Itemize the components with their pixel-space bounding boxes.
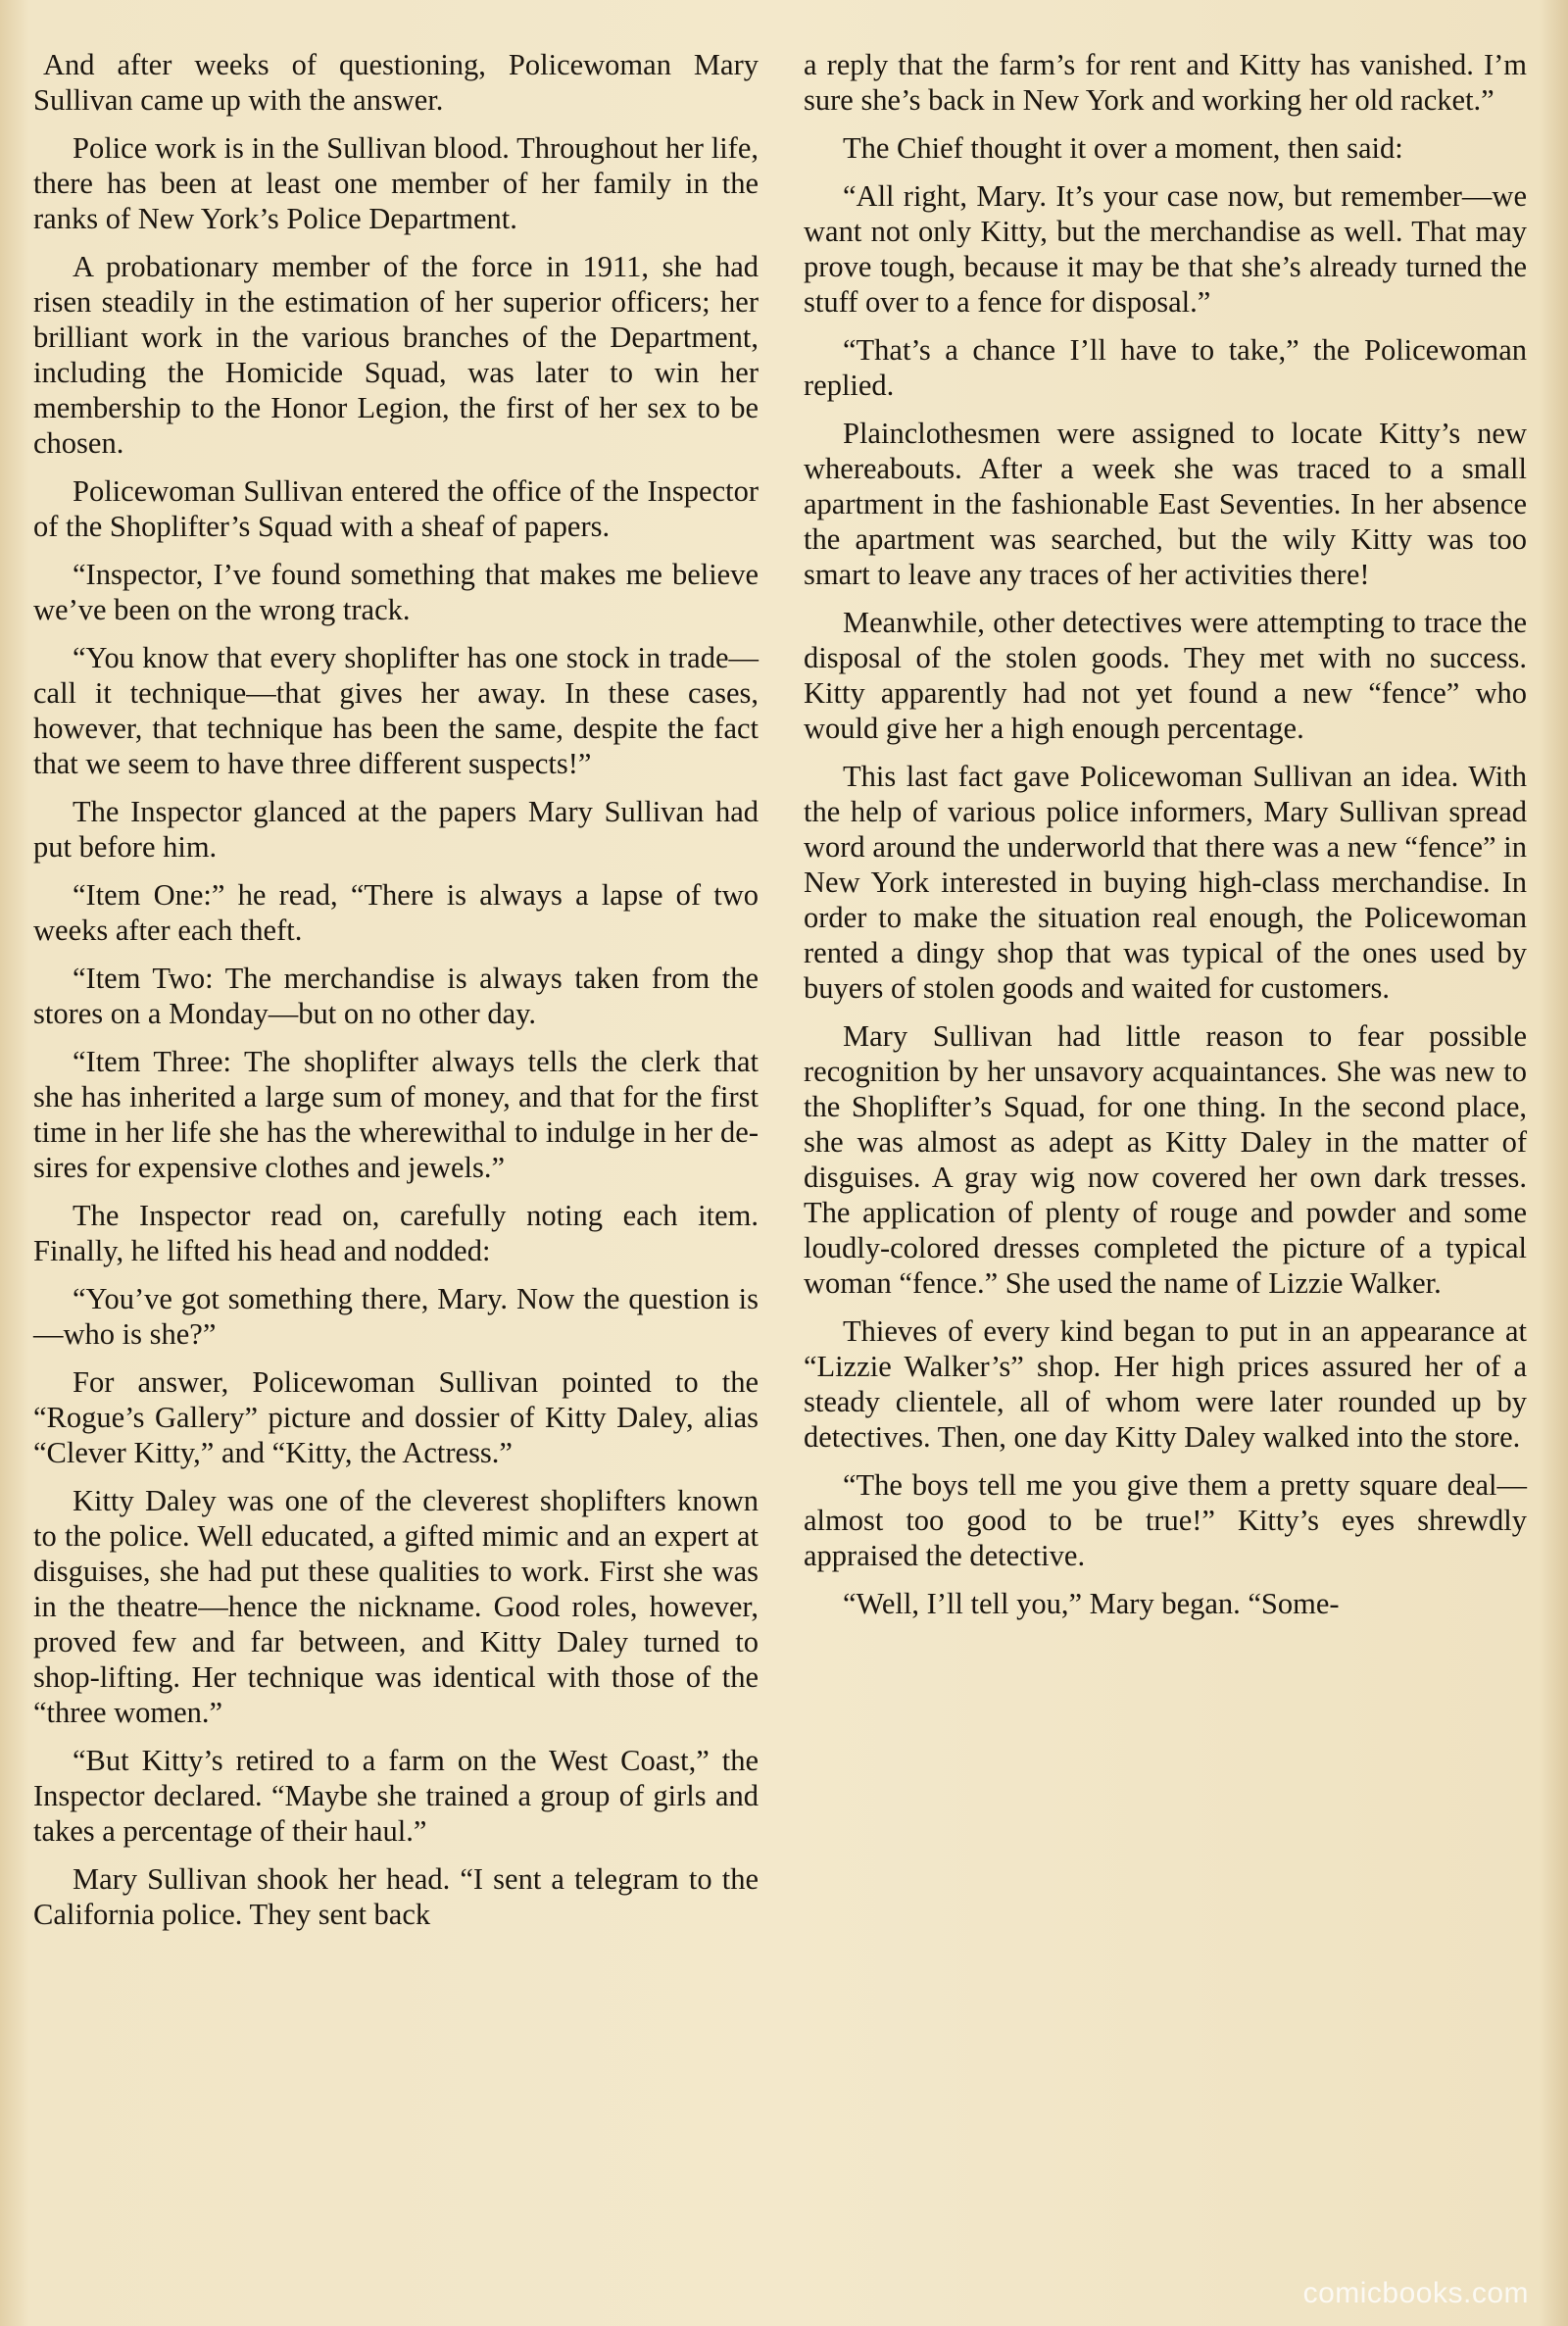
paragraph: Policewoman Sullivan entered the office of the Inspector of the Shoplifter’s Squad with a sheaf of papers. <box>33 474 759 543</box>
paragraph: “The boys tell me you give them a pretty square deal—almost too good to be true!” Kitty’s eyes shrewdly appraised the detective. <box>804 1468 1527 1572</box>
paragraph: Thieves of every kind began to put in an appearance at “Lizzie Walker’s” shop. Her high prices assured her of a steady clientele, all of whom were later rounded up by detectives. Then, one day Kitty Daley walked into the store. <box>804 1314 1527 1454</box>
paragraph: The Inspector glanced at the papers Mary Sullivan had put before him. <box>33 795 759 864</box>
paragraph: “But Kitty’s retired to a farm on the West Coast,” the Inspector declared. “Maybe she trained a group of girls and takes a percentage of their haul.” <box>33 1744 759 1848</box>
paragraph: a reply that the farm’s for rent and Kitty has vanished. I’m sure she’s back in New York and working her old racket.” <box>804 48 1527 117</box>
paragraph: Mary Sullivan shook her head. “I sent a telegram to the California police. They sent back <box>33 1862 759 1931</box>
paragraph: Kitty Daley was one of the cleverest shoplifters known to the police. Well educated, a gifted mimic and an expert at disguises, she had put these qualities to work. First she was in the theatre—hence the nickname. Good roles, however, proved few and far between, and Kitty Daley turned to shop-lifting. Her technique was identical with those of the “three women.” <box>33 1484 759 1729</box>
paragraph: The Inspector read on, carefully noting each item. Finally, he lifted his head and nodded: <box>33 1199 759 1267</box>
paragraph: “Well, I’ll tell you,” Mary began. “Some- <box>843 1587 1340 1620</box>
paragraph: “Item One:” he read, “There is always a lapse of two weeks after each theft. <box>33 878 759 947</box>
paragraph: This last fact gave Policewoman Sullivan an idea. With the help of various police informers, Mary Sullivan spread word around the underworld that there was a new “fence” in New York interested in buying high-class merchandise. In order to make the situation real enough, the Policewoman rented a dingy shop that was typical of the ones used by buyers of stolen goods and waited for customers. <box>804 760 1527 1005</box>
paragraph: “Item Three: The shoplifter always tells the clerk that she has inherited a large sum of money, and that for the first time in her life she has the wherewithal to indulge in her desires for expensive clothes and jewels.” <box>33 1045 759 1184</box>
paragraph: “You’ve got something there, Mary. Now the question is—who is she?” <box>33 1282 759 1351</box>
paragraph: “Item Two: The merchandise is always taken from the stores on a Monday—but on no other day. <box>33 962 759 1030</box>
paragraph: And after weeks of questioning, Policewoman Mary Sullivan came up with the answer. <box>33 48 759 117</box>
paragraph: For answer, Policewoman Sullivan pointed to the “Rogue’s Gallery” picture and dossier of Kitty Daley, alias “Clever Kitty,” and “Kitty, the Actress.” <box>33 1365 759 1469</box>
paragraph: Police work is in the Sullivan blood. Throughout her life, there has been at least one member of her family in the ranks of New York’s Police Department. <box>33 131 759 235</box>
watermark: comicbooks.com <box>1302 2277 1529 2309</box>
paragraph: Meanwhile, other detectives were attempting to trace the disposal of the stolen goods. They met with no success. Kitty apparently had not yet found a new “fence” who would give her a high enough percentage. <box>804 606 1527 745</box>
paragraph: Plainclothesmen were assigned to locate Kitty’s new whereabouts. After a week she was traced to a small apartment in the fashionable East Seventies. In her absence the apartment was searched, but the wily Kitty was too smart to leave any traces of her activities there! <box>804 417 1527 591</box>
right-text-column <box>804 47 1527 1634</box>
paragraph: Mary Sullivan had little reason to fear possible recognition by her unsavory acquaintances. She was new to the Shoplifter’s Squad, for one thing. In the second place, she was almost as adept as Kitty Daley in the matter of disguises. A gray wig now covered her own dark tresses. The application of plenty of rouge and powder and some loudly-colored dresses completed the picture of a typical woman “fence.” She used the name of Lizzie Walker. <box>804 1019 1527 1300</box>
paragraph: The Chief thought it over a moment, then said: <box>843 131 1403 165</box>
paragraph: “You know that every shoplifter has one stock in trade—call it technique—that gives her away. In these cases, however, that technique has been the same, despite the fact that we seem to have three different suspects!” <box>33 641 759 780</box>
paragraph: “Inspector, I’ve found something that makes me believe we’ve been on the wrong track. <box>33 558 759 626</box>
paragraph: A probationary member of the force in 1911, she had risen steadily in the estimation of her superior officers; her brilliant work in the various branches of the Department, including the Homicide Squad, was later to win her membership to the Honor Legion, the first of her sex to be chosen. <box>33 250 759 460</box>
paragraph: “That’s a chance I’ll have to take,” the Policewoman replied. <box>804 333 1527 402</box>
paragraph: “All right, Mary. It’s your case now, but remember—we want not only Kitty, but the merchandise as well. That may prove tough, because it may be that she’s already turned the stuff over to a fence for disposal.” <box>804 179 1527 319</box>
left-text-column <box>33 47 759 1945</box>
